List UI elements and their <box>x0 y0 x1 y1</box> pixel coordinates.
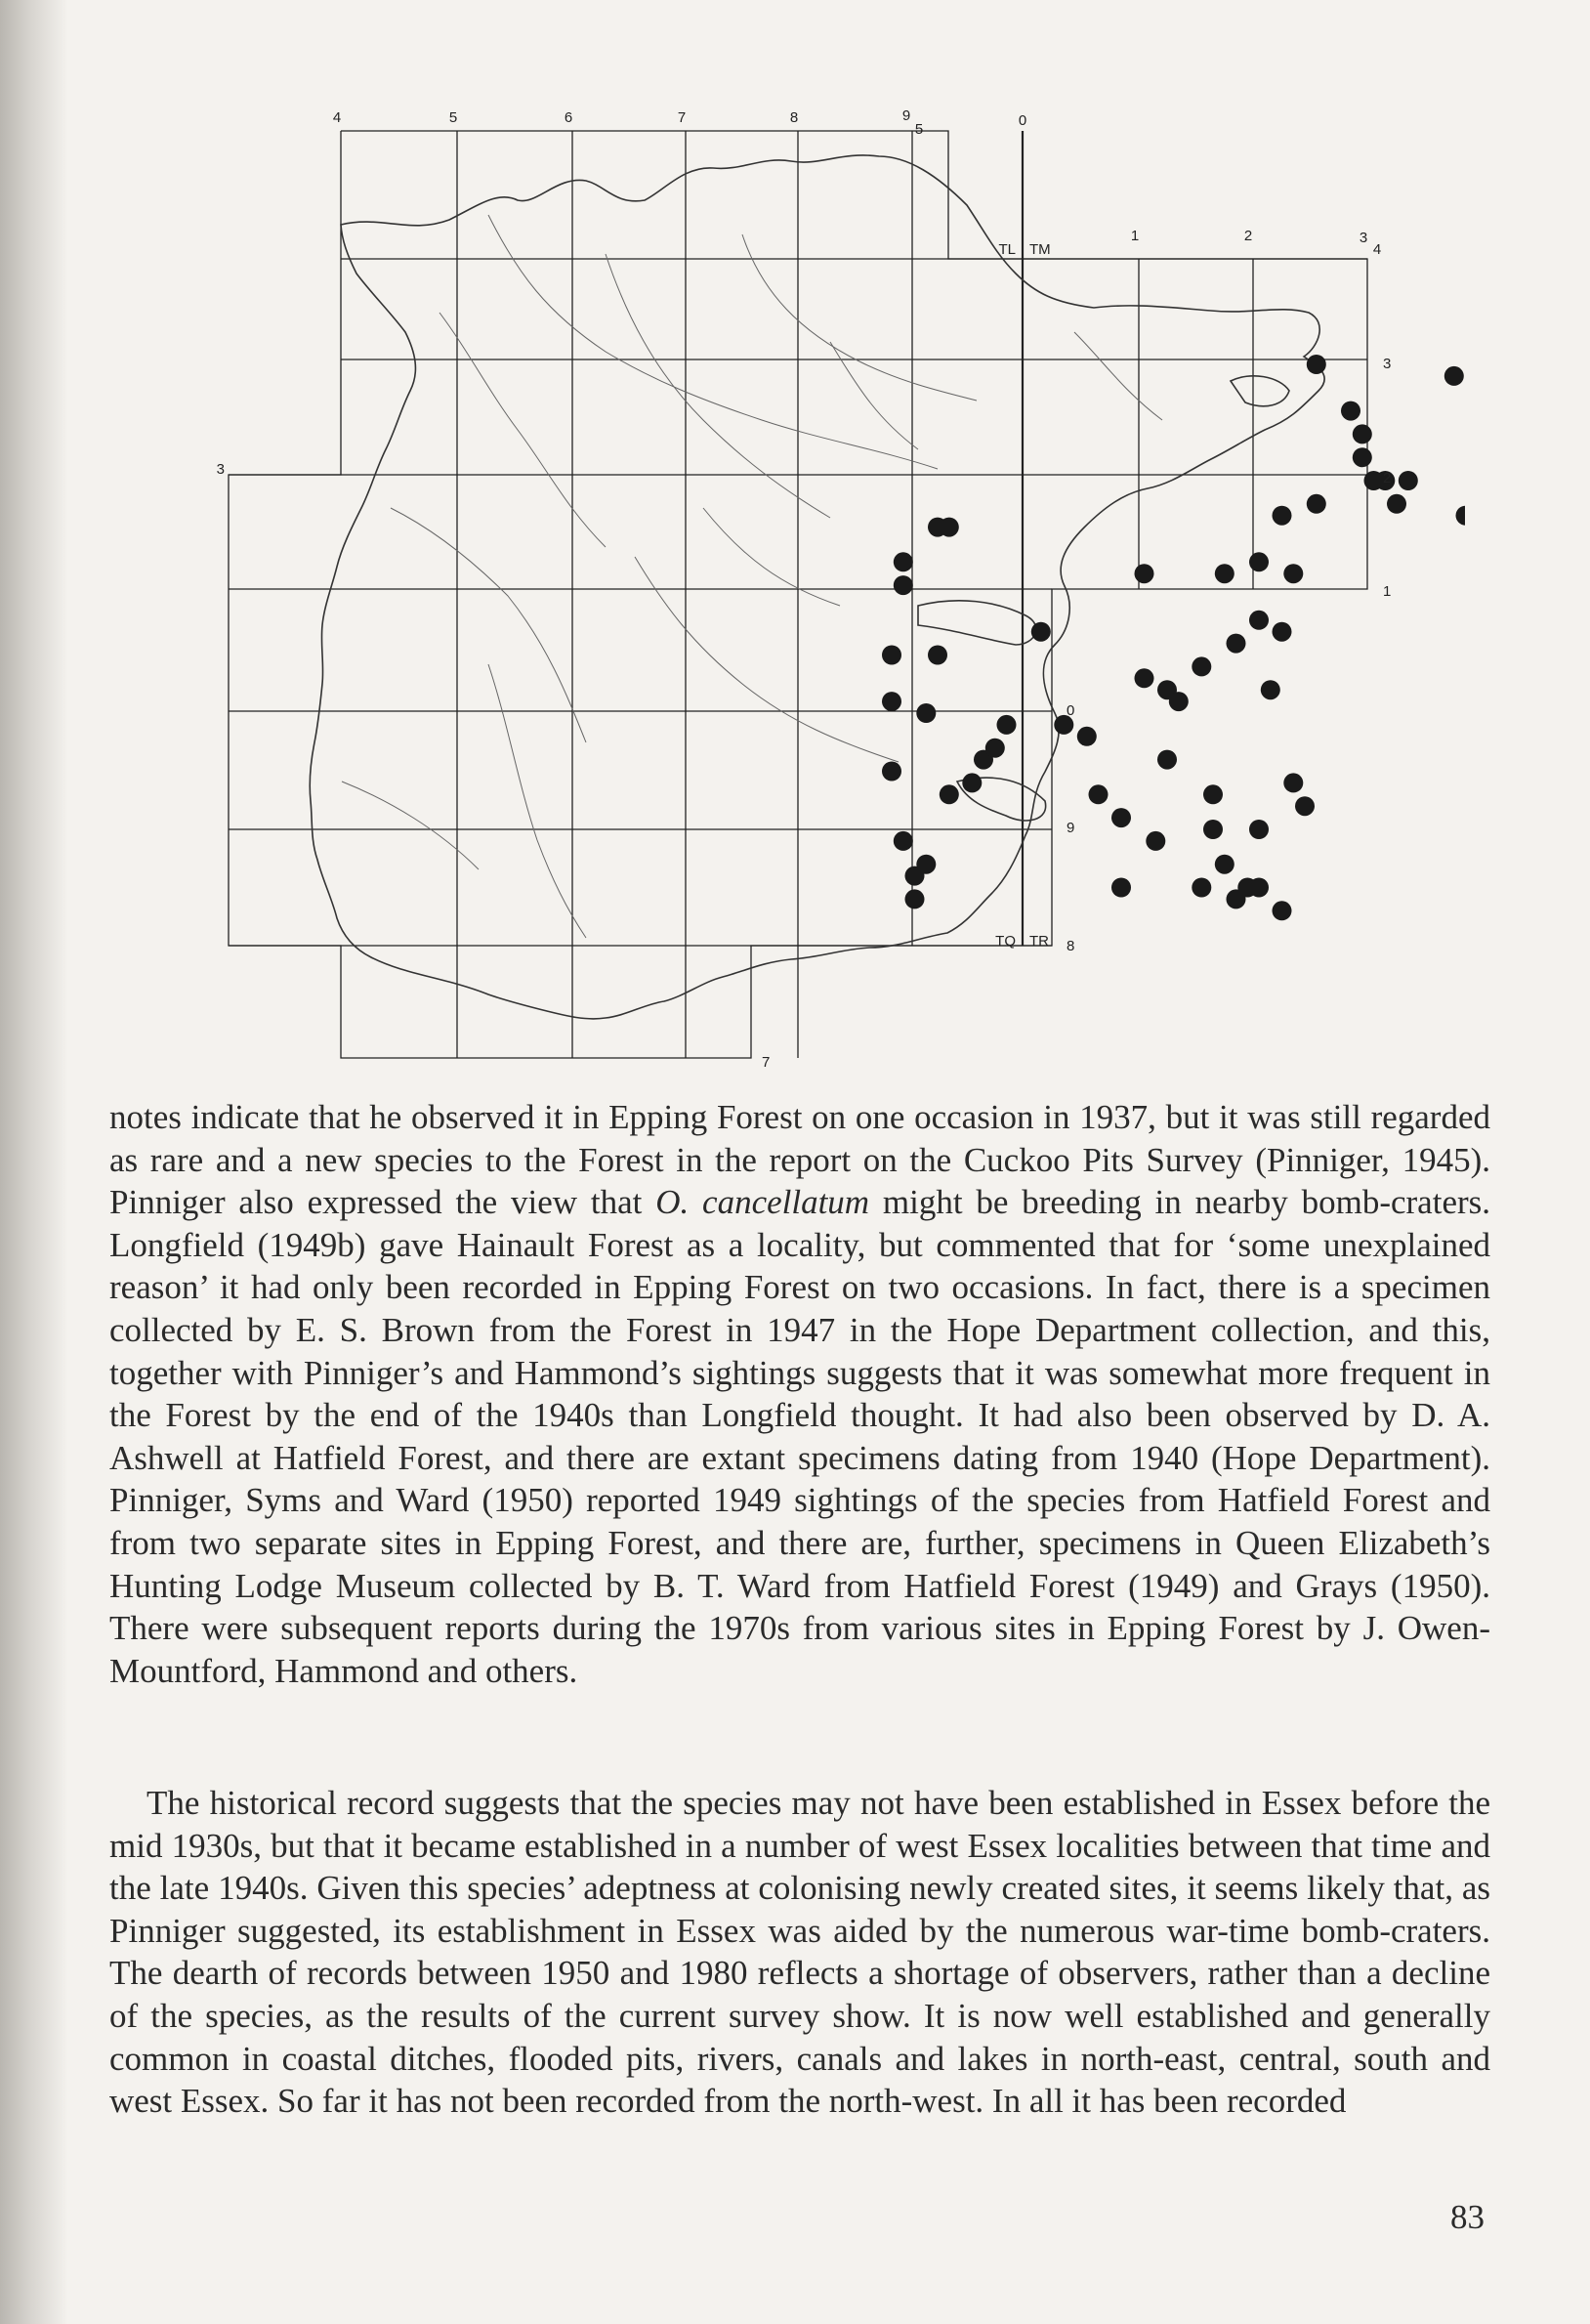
record-dot <box>1215 855 1234 874</box>
top-label: 5 <box>448 109 458 126</box>
record-dot <box>882 762 901 782</box>
record-dot <box>1031 622 1051 642</box>
record-dot <box>1444 366 1464 386</box>
record-dot <box>1157 750 1177 770</box>
record-dot <box>1089 784 1109 804</box>
record-dot <box>1192 878 1211 898</box>
top-label: 4 <box>332 109 342 126</box>
blackwater-estuary <box>918 601 1036 645</box>
record-dot <box>905 889 925 908</box>
record-dot <box>1169 692 1189 711</box>
right-label: 2 <box>1383 470 1392 486</box>
record-dot <box>1283 773 1303 792</box>
record-dot <box>1456 506 1466 526</box>
record-dot <box>1273 622 1292 642</box>
orwell-estuary <box>1231 376 1289 406</box>
river-1 <box>488 215 938 469</box>
river-9 <box>1074 332 1162 420</box>
top-label: 7 <box>677 109 687 126</box>
top-label: 8 <box>789 109 799 126</box>
record-dot <box>1077 727 1097 746</box>
record-dot <box>962 773 982 792</box>
right-label: 1 <box>1383 583 1392 600</box>
record-dot <box>882 646 901 665</box>
record-dot <box>1215 564 1234 583</box>
river-11 <box>342 782 479 869</box>
river-8 <box>488 664 586 938</box>
essex-outline <box>310 155 1324 1019</box>
text-run: might be breeding in nearby bomb-craters. Longfield (1949b) gave Hainault Forest as a locality, but commented that for ‘some unexplained reason’ it had only been recorded in Epping Forest on two occasions. In fact, there is a specimen collected by E. S. Brown from the Forest in 1947 in the Hope Department collection, and this, together with Pinniger’s and Hammond’s sightings suggests that it was somewhat more frequent in the Forest by the end of the 1940s than Longfield thought. It had also been observed by D. A. Ashwell at Hatfield Forest, and there are extant specimens dating from 1940 (Hope Department). Pinniger, Syms and Ward (1950) reported 1949 sightings of the species from Hatfield Forest and from two separate sites in Epping Forest, and there are, further, specimens in Queen Elizabeth’s Hunting Lodge Museum collected by B. T. Ward from Hatfield Forest (1949) and Grays (1950). There were subsequent reports during the 1970s from various sites in Epping Forest by J. Owen-Mountford, Hammond and others. <box>109 1183 1491 1690</box>
record-dot <box>1399 471 1418 490</box>
record-dot <box>1249 820 1269 839</box>
record-dot <box>894 552 913 571</box>
top-label: 9 <box>901 107 911 124</box>
record-dot <box>1203 820 1223 839</box>
scan-gutter-shadow <box>0 0 68 2324</box>
record-dot <box>1353 424 1372 444</box>
distribution-map <box>195 98 1465 1075</box>
record-dot <box>1353 447 1372 467</box>
record-dot <box>1135 668 1154 688</box>
top-label: 5 <box>914 121 924 138</box>
record-dot <box>1135 564 1154 583</box>
record-dot <box>1387 494 1406 514</box>
record-dot <box>894 831 913 851</box>
record-dot <box>1249 611 1269 630</box>
right-label: 2 <box>1243 228 1253 244</box>
left-label: 3 <box>216 461 225 478</box>
record-dot <box>940 784 959 804</box>
body-paragraph <box>109 1096 1490 1692</box>
top-label: 0 <box>1018 112 1027 129</box>
record-dot <box>1283 564 1303 583</box>
record-dot <box>1249 552 1269 571</box>
record-dot <box>997 715 1017 735</box>
species-name: O. cancellatum <box>655 1183 870 1222</box>
river-10 <box>703 508 840 606</box>
record-dot <box>1146 831 1165 851</box>
bottom-label: 7 <box>762 1054 771 1071</box>
record-dot <box>1227 889 1246 908</box>
square-label: TL <box>998 241 1016 258</box>
record-dot <box>1307 494 1326 514</box>
river-6 <box>635 557 899 762</box>
right-label: 1 <box>1130 228 1140 244</box>
text-run: notes indicate that he observed it in Epping Forest on one occasion in 1937, but it was still regarded as rare and a new species to the Forest in the report on the Cuckoo Pits Survey (Pinniger, 1945). Pinniger also expressed the view that <box>109 1098 1490 1222</box>
map-grid <box>229 131 1367 1058</box>
record-dot <box>940 518 959 537</box>
river-4 <box>439 313 606 547</box>
record-dot <box>928 646 947 665</box>
body-paragraph <box>109 1782 1490 2123</box>
square-label: TM <box>1029 241 1051 258</box>
record-dot <box>1341 401 1360 421</box>
record-dot <box>1249 878 1269 898</box>
record-dot <box>1111 878 1131 898</box>
river-2 <box>606 254 830 518</box>
right-label: 4 <box>1372 241 1382 258</box>
record-dot <box>894 575 913 595</box>
right-label: 9 <box>1067 820 1075 836</box>
record-dot <box>1295 796 1315 816</box>
right-label: 0 <box>1067 702 1075 719</box>
right-label: 8 <box>1067 938 1075 954</box>
river-5 <box>391 508 586 742</box>
right-label: 3 <box>1359 230 1368 246</box>
record-dot <box>1227 634 1246 654</box>
square-label: TQ <box>995 933 1016 950</box>
record-dot <box>1307 355 1326 374</box>
right-label: 3 <box>1383 356 1392 372</box>
record-dot <box>985 739 1005 758</box>
record-dot <box>1261 680 1280 699</box>
record-dots <box>882 355 1465 920</box>
record-dot <box>882 692 901 711</box>
river-7 <box>830 342 918 449</box>
record-dot <box>916 703 936 723</box>
county-boundary <box>310 155 1324 1019</box>
record-dot <box>916 855 936 874</box>
record-dot <box>1203 784 1223 804</box>
square-label: TR <box>1029 933 1049 950</box>
record-dot <box>1273 506 1292 526</box>
page-number: 83 <box>1450 2198 1485 2236</box>
record-dot <box>1273 901 1292 920</box>
record-dot <box>1192 656 1211 676</box>
top-label: 6 <box>564 109 573 126</box>
record-dot <box>1111 808 1131 827</box>
text-run: The historical record suggests that the species may not have been established in Essex before the mid 1930s, but that it became established in a number of west Essex localities between that time and the late 1940s. Given this species’ adeptness at colonising newly created sites, it seems likely that, as Pinniger suggested, its establishment in Essex was aided by the numerous war-time bomb-craters. The dearth of records between 1950 and 1980 reflects a shortage of observers, rather than a decline of the species, as the results of the current survey show. It is now well established and generally common in coastal ditches, flooded pits, rivers, canals and lakes in north-east, central, south and west Essex. So far it has not been recorded from the north-west. In all it has been recorded <box>109 1784 1490 2121</box>
